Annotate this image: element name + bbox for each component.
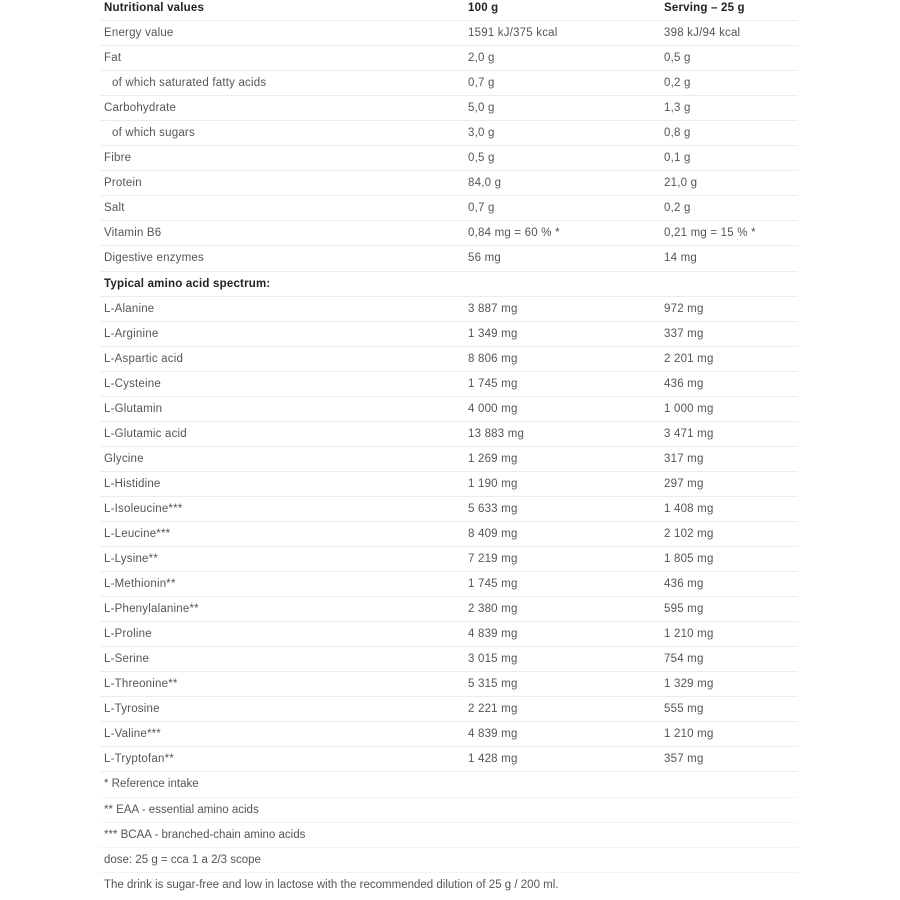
row-value-serving: 21,0 g [664, 177, 698, 190]
row-value-100g: 1 190 mg [468, 477, 518, 490]
table-row [100, 196, 798, 221]
row-value-100g: 7 219 mg [468, 553, 518, 566]
row-label: L-Cysteine [104, 377, 161, 390]
row-value-serving: 1 210 mg [664, 728, 714, 741]
row-value-serving: 1 329 mg [664, 678, 714, 691]
row-value-serving: 14 mg [664, 252, 697, 265]
row-value-100g: 1 428 mg [468, 753, 518, 766]
amino-section-heading: Typical amino acid spectrum: [104, 277, 271, 290]
row-value-serving: 317 mg [664, 452, 704, 465]
row-value-100g: 56 mg [468, 252, 501, 265]
row-value-100g: 3 887 mg [468, 302, 518, 315]
table-row [100, 347, 798, 372]
row-label: Fibre [104, 152, 132, 165]
row-value-serving: 357 mg [664, 753, 704, 766]
row-value-100g: 0,84 mg = 60 % * [468, 227, 560, 240]
row-label: Energy value [104, 27, 174, 40]
row-value-serving: 555 mg [664, 703, 704, 716]
row-value-100g: 2 380 mg [468, 603, 518, 616]
row-value-100g: 5 315 mg [468, 678, 518, 691]
table-row [100, 497, 798, 522]
row-value-serving: 1 210 mg [664, 628, 714, 641]
row-value-100g: 0,7 g [468, 202, 495, 215]
footnote: The drink is sugar-free and low in lactose with the recommended dilution of 25 g / 200 ml. [104, 879, 559, 892]
row-value-serving: 1 000 mg [664, 402, 714, 415]
row-value-100g: 13 883 mg [468, 427, 525, 440]
row-label: L-Glutamic acid [104, 427, 187, 440]
row-value-100g: 1 349 mg [468, 327, 518, 340]
row-value-serving: 0,2 g [664, 202, 691, 215]
row-value-100g: 2 221 mg [468, 703, 518, 716]
table-row [100, 71, 798, 96]
amino-section-row [100, 272, 798, 297]
row-label: L-Glutamin [104, 402, 163, 415]
row-value-100g: 1591 kJ/375 kcal [468, 27, 558, 40]
row-label: Carbohydrate [104, 102, 177, 115]
table-row [100, 672, 798, 697]
row-value-serving: 0,8 g [664, 127, 691, 140]
row-value-serving: 595 mg [664, 603, 704, 616]
row-value-100g: 8 806 mg [468, 352, 518, 365]
row-label: L-Tryptofan** [104, 753, 174, 766]
row-value-serving: 1,3 g [664, 102, 691, 115]
row-label: Vitamin B6 [104, 227, 162, 240]
row-label: Digestive enzymes [104, 252, 204, 265]
row-label: L-Histidine [104, 477, 161, 490]
row-value-serving: 0,5 g [664, 52, 691, 65]
table-row [100, 447, 798, 472]
row-value-serving: 337 mg [664, 327, 704, 340]
table-row [100, 697, 798, 722]
table-row [100, 21, 798, 46]
row-value-serving: 972 mg [664, 302, 704, 315]
footnotes [100, 772, 798, 897]
row-value-100g: 84,0 g [468, 177, 502, 190]
row-value-serving: 3 471 mg [664, 427, 714, 440]
row-value-serving: 0,1 g [664, 152, 691, 165]
row-label: Glycine [104, 452, 144, 465]
header-per-serving: Serving – 25 g [664, 2, 745, 15]
row-label: L-Phenylalanine** [104, 603, 199, 616]
table-row [100, 522, 798, 547]
table-row [100, 96, 798, 121]
footnote: * Reference intake [100, 772, 798, 797]
row-label: Salt [104, 202, 125, 215]
nutrition-table [100, 0, 798, 898]
row-value-serving: 754 mg [664, 653, 704, 666]
row-value-serving: 2 102 mg [664, 528, 714, 540]
table-row [100, 547, 798, 572]
footnote: *** BCAA - branched-chain amino acids [100, 823, 798, 848]
row-value-100g: 3 015 mg [468, 653, 518, 666]
row-value-serving: 398 kJ/94 kcal [664, 27, 741, 40]
table-row [100, 171, 798, 196]
row-value-serving: 1 805 mg [664, 553, 714, 566]
table-row [100, 246, 798, 271]
nutrition-rows [100, 21, 798, 271]
row-value-100g: 2,0 g [468, 52, 495, 65]
row-label: L-Aspartic acid [104, 352, 184, 365]
row-value-100g: 1 745 mg [468, 377, 518, 390]
row-label: L-Leucine*** [104, 528, 171, 540]
table-row [100, 597, 798, 622]
row-value-serving: 436 mg [664, 578, 704, 591]
row-value-100g: 5,0 g [468, 102, 495, 115]
table-row [100, 622, 798, 647]
row-label: L-Isoleucine*** [104, 502, 183, 515]
row-label: Fat [104, 52, 122, 65]
row-label: L-Threonine** [104, 678, 178, 691]
table-row [100, 472, 798, 497]
row-value-100g: 1 269 mg [468, 452, 518, 465]
header-nutritional-values: Nutritional values [104, 2, 205, 15]
row-value-serving: 2 201 mg [664, 352, 714, 365]
table-row [100, 647, 798, 672]
table-header-row [100, 0, 798, 21]
amino-acid-rows [100, 297, 798, 773]
table-row [100, 297, 798, 322]
table-row [100, 146, 798, 171]
table-row [100, 572, 798, 597]
row-label: L-Alanine [104, 302, 155, 315]
table-row [100, 372, 798, 397]
row-label: L-Tyrosine [104, 703, 160, 716]
row-value-100g: 8 409 mg [468, 528, 518, 540]
row-value-serving: 0,21 mg = 15 % * [664, 227, 756, 240]
row-value-100g: 0,5 g [468, 152, 495, 165]
table-row [100, 121, 798, 146]
row-label: L-Proline [104, 628, 152, 641]
table-row [100, 322, 798, 347]
table-row [100, 46, 798, 71]
row-label: L-Lysine** [104, 553, 158, 566]
row-value-serving: 1 408 mg [664, 502, 714, 515]
row-value-serving: 436 mg [664, 377, 704, 390]
row-value-100g: 4 000 mg [468, 402, 518, 415]
row-label: L-Serine [104, 653, 150, 666]
row-label: Protein [104, 177, 142, 190]
row-value-100g: 4 839 mg [468, 628, 518, 641]
table-row [100, 397, 798, 422]
table-row [100, 422, 798, 447]
row-value-100g: 3,0 g [468, 127, 495, 140]
row-value-100g: 5 633 mg [468, 502, 518, 515]
row-value-100g: 1 745 mg [468, 578, 518, 591]
row-value-serving: 297 mg [664, 477, 704, 490]
row-value-100g: 0,7 g [468, 77, 495, 90]
row-label: L-Arginine [104, 327, 159, 340]
footnote: ** EAA - essential amino acids [100, 798, 798, 823]
header-per-100g: 100 g [468, 2, 499, 15]
table-row [100, 722, 798, 747]
row-label: L-Methionin** [104, 578, 176, 591]
row-label: of which saturated fatty acids [112, 77, 267, 90]
table-row [100, 221, 798, 246]
row-label: L-Valine*** [104, 728, 161, 741]
footnote: dose: 25 g = cca 1 a 2/3 scope [100, 848, 798, 873]
row-label: of which sugars [112, 127, 195, 140]
table-row [100, 747, 798, 772]
row-value-serving: 0,2 g [664, 77, 691, 90]
row-value-100g: 4 839 mg [468, 728, 518, 741]
